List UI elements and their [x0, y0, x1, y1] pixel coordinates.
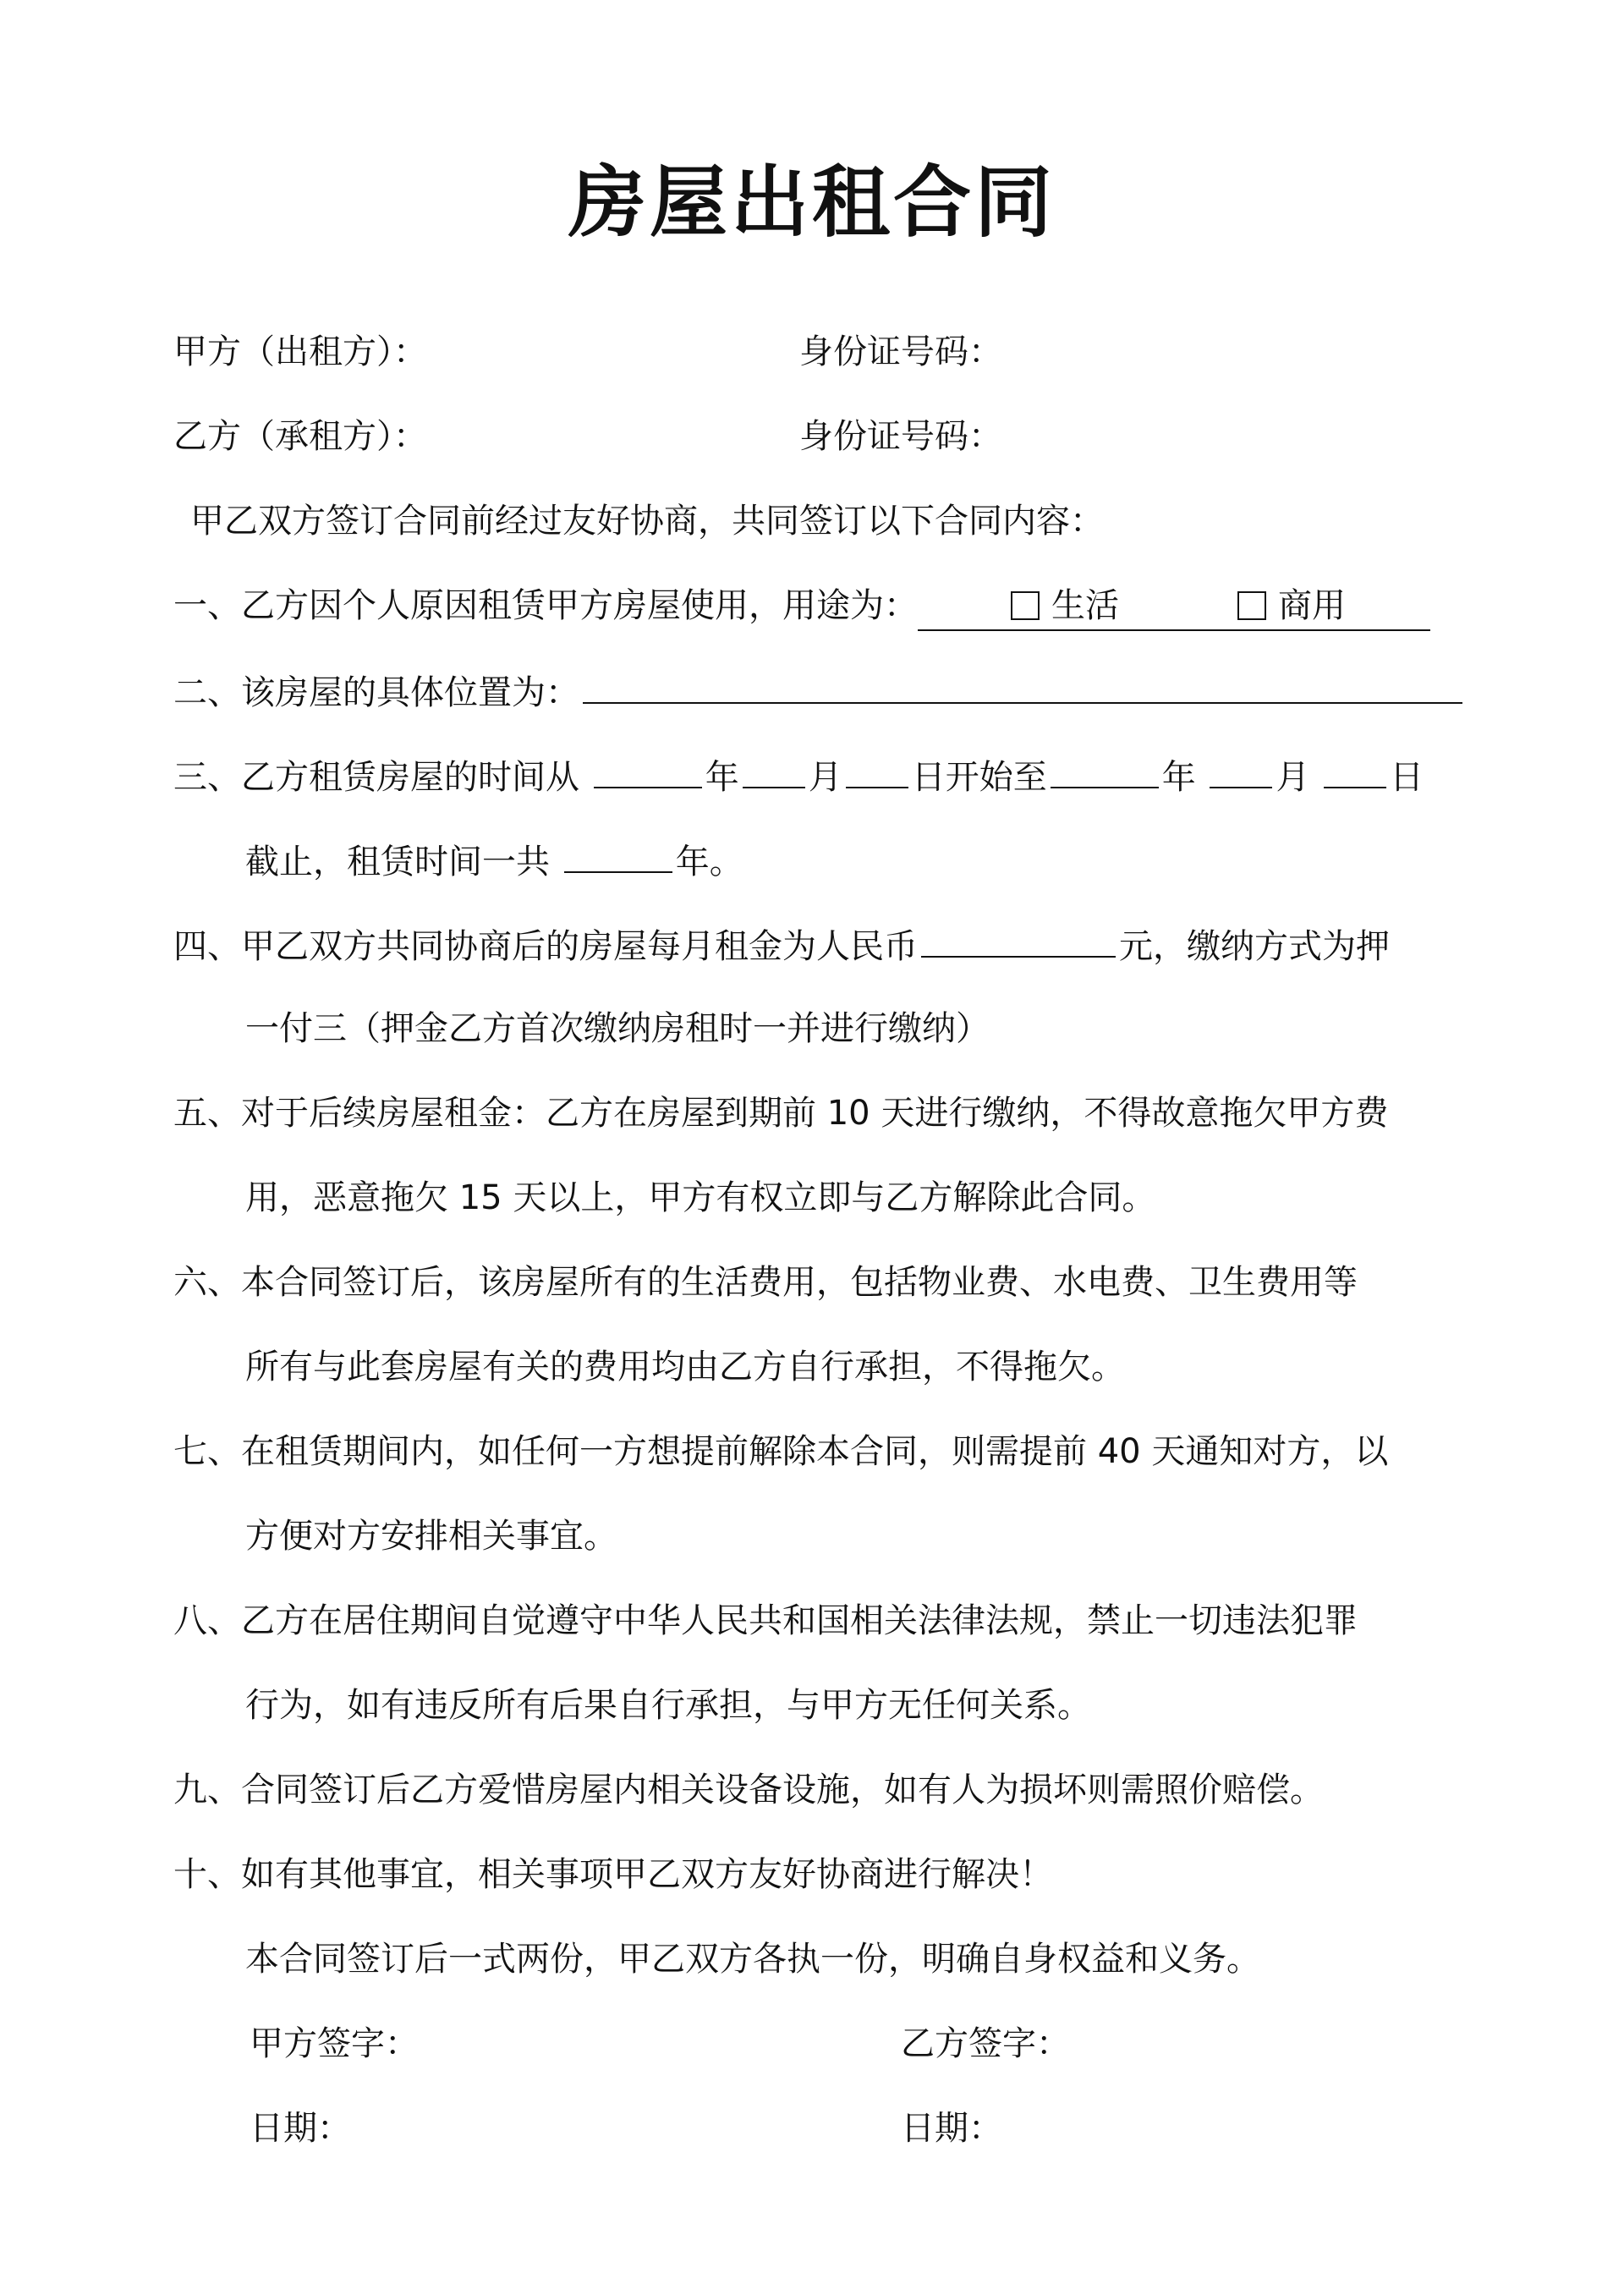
year-label-2: 年	[1161, 758, 1196, 797]
living-checkbox[interactable]	[1011, 591, 1040, 620]
clause-8-line-1: 八、乙方在居住期间自觉遵守中华人民共和国相关法律法规，禁止一切违法犯罪	[173, 1601, 1358, 1640]
end-month-blank[interactable]	[1210, 749, 1272, 788]
party-a-label: 甲方（出租方）：	[173, 332, 427, 371]
day-end-label: 日	[1390, 758, 1424, 797]
end-day-blank[interactable]	[1324, 749, 1386, 788]
year-label: 年	[705, 758, 739, 797]
purpose-option-commercial[interactable]	[1237, 580, 1346, 631]
clause-3-line-2	[245, 834, 743, 887]
clause-6-line-1: 六、本合同签订后，该房屋所有的生活费用，包括物业费、水电费、卫生费用等	[173, 1263, 1358, 1302]
party-a-date-label: 日期：	[250, 2109, 351, 2148]
clause-8-line-2: 行为，如有违反所有后果自行承担，与甲方无任何关系。	[245, 1686, 1091, 1725]
clause-10: 十、如有其他事宜，相关事项甲乙双方友好协商进行解决！	[173, 1855, 1053, 1894]
end-year-blank[interactable]	[1051, 749, 1159, 788]
clause-5-line-2: 用，恶意拖欠 15 天以上，甲方有权立即与乙方解除此合同。	[245, 1178, 1156, 1217]
clause-7-line-1: 七、在租赁期间内，如任何一方想提前解除本合同，则需提前 40 天通知对方，以	[173, 1432, 1389, 1471]
clause-2-text: 二、该房屋的具体位置为：	[173, 673, 579, 712]
start-year-blank[interactable]	[594, 749, 702, 788]
location-blank[interactable]	[583, 665, 1462, 704]
clause-6-line-2: 所有与此套房屋有关的费用均由乙方自行承担，不得拖欠。	[245, 1348, 1125, 1386]
clause-7-line-2: 方便对方安排相关事宜。	[245, 1517, 617, 1556]
total-years-blank[interactable]	[564, 834, 672, 873]
commercial-label: 商用	[1278, 586, 1346, 625]
document-title: 房屋出租合同	[568, 157, 1056, 248]
closing-text: 本合同签订后一式两份，甲乙双方各执一份，明确自身权益和义务。	[245, 1940, 1260, 1979]
clause-3-line2-prefix: 截止，租赁时间一共	[245, 843, 550, 881]
month-label: 月	[808, 758, 842, 797]
purpose-options	[918, 580, 1430, 631]
clause-4-prefix: 四、甲乙双方共同协商后的房屋每月租金为人民币	[173, 927, 918, 966]
clause-5-line-1: 五、对于后续房屋租金：乙方在房屋到期前 10 天进行缴纳，不得故意拖欠甲方费	[173, 1094, 1389, 1133]
clause-3-prefix: 三、乙方租赁房屋的时间从	[173, 758, 579, 797]
party-a-id-label: 身份证号码：	[799, 332, 1002, 371]
clause-3-line-1	[173, 749, 1424, 803]
clause-9: 九、合同签订后乙方爱惜房屋内相关设备设施，如有人为损坏则需照价赔偿。	[173, 1771, 1324, 1809]
party-b-id-label: 身份证号码：	[799, 417, 1002, 456]
start-day-blank[interactable]	[846, 749, 908, 788]
intro-text: 甲乙双方签订合同前经过友好协商，共同签订以下合同内容：	[190, 502, 1104, 541]
start-month-blank[interactable]	[743, 749, 805, 788]
party-b-date-label: 日期：	[901, 2109, 1002, 2148]
clause-4-line-2: 一付三（押金乙方首次缴纳房租时一并进行缴纳）	[245, 1009, 990, 1048]
clause-4-line-1	[173, 919, 1390, 972]
party-b-label: 乙方（承租方）：	[173, 417, 427, 456]
month-label-2: 月	[1276, 758, 1310, 797]
purpose-option-living[interactable]	[1011, 580, 1119, 631]
clause-3-line2-suffix: 年。	[675, 843, 743, 881]
day-start-label: 日开始至	[911, 758, 1047, 797]
party-b-signature-label: 乙方签字：	[901, 2024, 1070, 2063]
rent-amount-blank[interactable]	[921, 919, 1116, 958]
commercial-checkbox[interactable]	[1237, 591, 1266, 620]
clause-1-text: 一、乙方因个人原因租赁甲方房屋使用，用途为：	[173, 586, 918, 625]
clause-4-suffix: 元，缴纳方式为押	[1119, 927, 1390, 966]
party-a-signature-label: 甲方签字：	[250, 2024, 419, 2063]
living-label: 生活	[1051, 586, 1119, 625]
clause-1	[173, 580, 1430, 631]
clause-2	[173, 665, 1466, 718]
